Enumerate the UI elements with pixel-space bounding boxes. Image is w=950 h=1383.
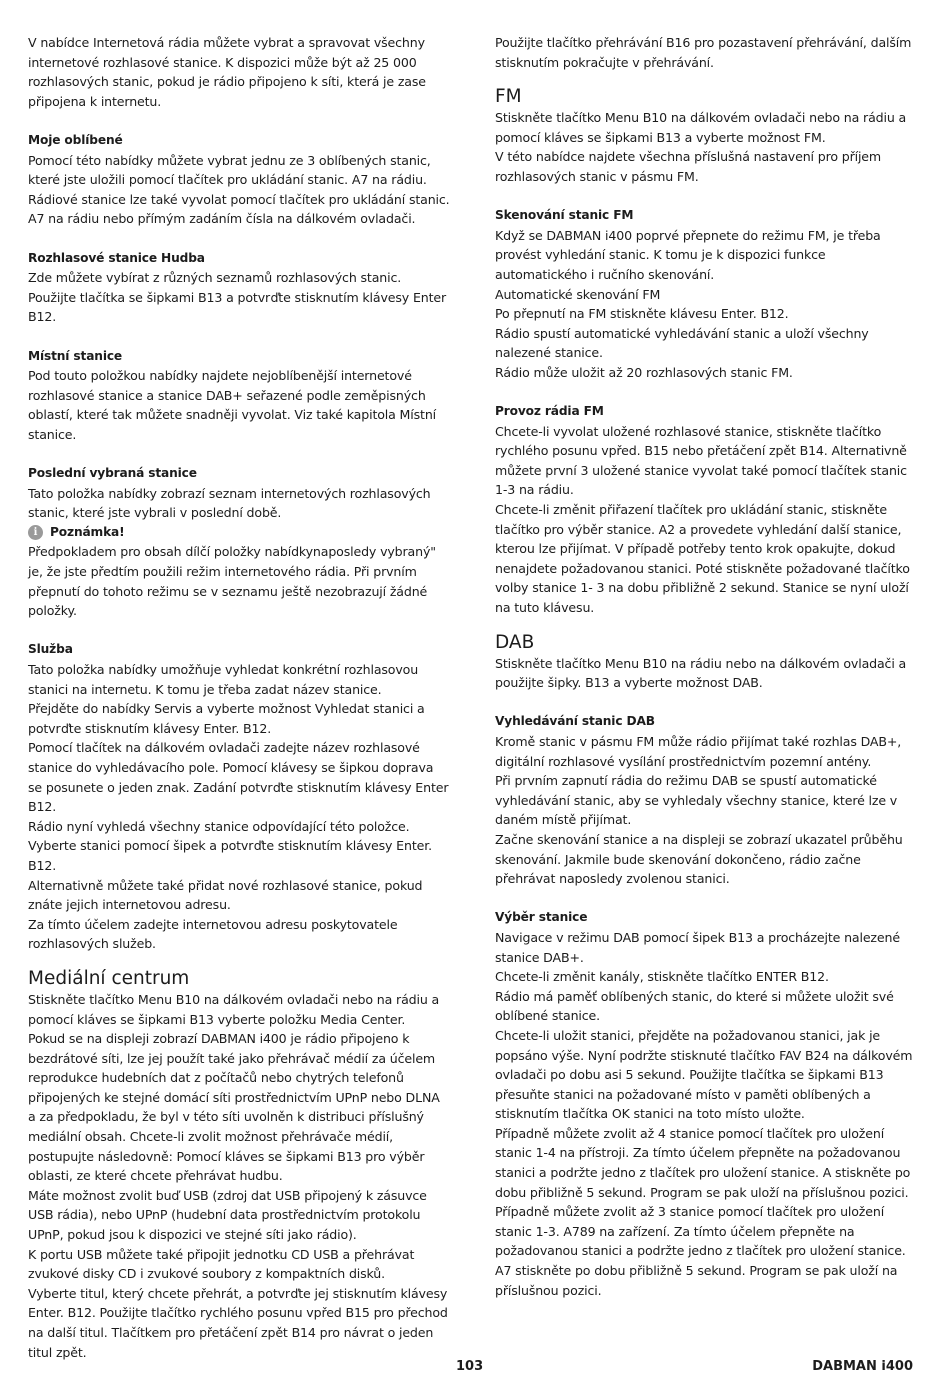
dab-scan-text-2: Při prvním zapnutí rádia do režimu DAB se spustí automatické vyhledávání stanic, aby se vyhledaly všechny stanice, které lze v daném místě přijímat. (495, 773, 898, 828)
fm-scan-text-5: Rádio může uložit až 20 rozhlasových stanic FM. (495, 364, 793, 380)
favorites-title: Moje oblíbené (28, 132, 123, 147)
fm-text-1: Stiskněte tlačítko Menu B10 na dálkovém ovladači nebo na rádiu a pomocí kláves se šipkami B13 a vyberte možnost FM. (495, 110, 907, 145)
info-icon: i (28, 525, 43, 540)
media-text-5: Vyberte titul, který chcete přehrát, a potvrďte jej stisknutím klávesy Enter. B12. Použijte tlačítko rychlého posunu vpřed B15 pro přechod na další titul. Tlačítkem pro přetáčení zpět B14 pro návrat o jeden titul zpět. (28, 1285, 448, 1360)
dab-scan-text-3: Začne skenování stanice a na displeji se zobrazí ukazatel průběhu skenování. Jakmile bude skenování dokončeno, rádio začne přehrávat naposledy zvolenou stanici. (495, 831, 903, 887)
service-text-2: Přejděte do nabídky Servis a vyberte možnost Vyhledat stanici a potvrďte stisknutím klávesy Enter. B12. (28, 701, 425, 736)
media-text-1: Stiskněte tlačítko Menu B10 na dálkovém ovladači nebo na rádiu a pomocí kláves se šipkami B13 vyberte položku Media Center. (28, 991, 440, 1027)
page-number: 103 (456, 1359, 484, 1374)
service-title: Služba (28, 642, 73, 657)
left-column (28, 33, 450, 1362)
dab-text-1: Stiskněte tlačítko Menu B10 na rádiu nebo na dálkovém ovladači a použijte šipky. B13 a vyberte možnost DAB. (495, 655, 907, 691)
media-text-4: K portu USB můžete také připojit jednotku CD USB a přehrávat zvukové disky CD i zvukové soubory z kompaktních disků. (28, 1246, 415, 1282)
last-station-text: Tato položka nabídky zobrazí seznam internetových rozhlasových stanic, které jste vybrali v poslední době. (28, 485, 431, 521)
fm-scan-text-2: Automatické skenování FM (495, 286, 661, 302)
fm-scan-text-3: Po přepnutí na FM stiskněte klávesu Enter. B12. (495, 306, 789, 322)
station-select-title: Výběr stanice (495, 910, 588, 925)
note-label-text: Poznámka! (50, 524, 125, 539)
dab-scan-text-1: Kromě stanic v pásmu FM může rádio přijímat také rozhlas DAB+, digitální rozhlasové vysílání prostřednictvím pozemní antény. (495, 734, 902, 769)
fm-text-2: V této nabídce najdete všechna příslušná nastavení pro příjem rozhlasových stanic v pásmu FM. (495, 149, 882, 184)
station-select-text-4: Chcete-li uložit stanici, přejděte na požadovanou stanici, jak je popsáno výše. Nyní podržte stisknuté tlačítko FAV B24 na dálkovém ovladači po dobu asi 5 sekund. Použijte tlačítka se šipkami B13 přesuňte stanici na požadované místo v paměti oblíbených a stisknutím tlačítka OK stanici na toto místo uložte. (495, 1027, 913, 1122)
fm-operation-text-1: Chcete-li vyvolat uložené rozhlasové stanice, stiskněte tlačítko rychlého posunu vpřed. B15 nebo přetáčení zpět B14. Alternativně můžete první 3 uložené stanice vyvolat také pomocí tlačítek stanic 1-3 na rádiu. (495, 423, 907, 498)
note-label (28, 523, 450, 543)
media-center-heading: Mediální centrum (28, 967, 190, 989)
media-text-3: Máte možnost zvolit buď USB (zdroj dat USB připojený k zásuvce USB rádia), nebo UPnP (hudební data prostřednictvím protokolu UPnP, pokud jsou k dispozici ve stejné síti jako rádio). (28, 1187, 427, 1243)
service-text-5: Alternativně můžete také přidat nové rozhlasové stanice, pokud znáte jejich internetovou adresu. (28, 877, 423, 913)
favorites-text: Pomocí této nabídky můžete vybrat jednu ze 3 oblíbených stanic, které jste uložili pomocí tlačítek pro ukládání stanic. A7 na rádiu. (28, 152, 431, 188)
fm-operation-title: Provoz rádia FM (495, 404, 604, 419)
fm-scan-text-1: Když se DABMAN i400 poprvé přepnete do režimu FM, je třeba provést vyhledání stanic. K tomu je k dispozici funkce automatického i ručního skenování. (495, 227, 881, 282)
station-select-text-6: Případně můžete zvolit až 3 stanice pomocí tlačítek pro uložení stanic 1-3. A789 na zařízení. Za tímto účelem přepněte na požadovanou stanici a podržte jedno z tlačítek pro uložení stanice. A7 stiskněte po dobu přibližně 5 sekund. Program se pak uloží na příslušnou pozici. (495, 1204, 906, 1298)
local-stations-text: Pod touto položkou nabídky najdete nejoblíbenější internetové rozhlasové stanice a stanice DAB+ seřazené podle zeměpisných oblastí, které tak můžete snadněji vyvolat. Viz také kapitola Místní stanice. (28, 368, 437, 442)
music-stations-text: Zde můžete vybírat z různých seznamů rozhlasových stanic. Použijte tlačítka se šipkami B13 a potvrďte stisknutím klávesy Enter B12. (28, 270, 446, 325)
station-select-text-5: Případně můžete zvolit až 4 stanice pomocí tlačítek pro uložení stanic 1-4 na přístroji. Za tímto účelem přepněte na požadovanou stanici a podržte jedno z tlačítek pro uložení stanice. A stiskněte po dobu přibližně 5 sekund. Program se pak uloží na příslušnou pozici. (495, 1125, 911, 1200)
service-text-3: Pomocí tlačítek na dálkovém ovladači zadejte název rozhlasové stanice do vyhledávacího pole. Pomocí klávesy se šipkou doprava se posunete o jeden znak. Zadání potvrďte stisknutím klávesy Enter B12. (28, 740, 449, 815)
dab-scan-title: Vyhledávání stanic DAB (495, 714, 655, 729)
station-select-text-2: Chcete-li změnit kanály, stiskněte tlačítko ENTER B12. (495, 969, 829, 985)
play-pause-text: Použijte tlačítko přehrávání B16 pro pozastavení přehrávání, dalším stisknutím pokračujte v přehrávání. (495, 35, 912, 70)
station-select-text-3: Rádio má paměť oblíbených stanic, do které si můžete uložit své oblíbené stanice. (495, 988, 894, 1024)
right-column (495, 33, 919, 1300)
music-stations-title: Rozhlasové stanice Hudba (28, 250, 205, 265)
fm-operation-text-2: Chcete-li změnit přiřazení tlačítek pro ukládání stanic, stiskněte tlačítko pro výběr stanice. A2 a provedete vyhledání další stanice, kterou lze přijímat. V případě potřeby tento krok opakujte, dokud nenajdete požadovanou stanici. Poté stiskněte požadované tlačítko volby stanice 1- 3 na dobu přibližně 2 sekund. Stanice se nyní uloží na tuto klávesu. (495, 502, 910, 616)
fm-heading: FM (495, 86, 522, 108)
last-station-title: Poslední vybraná stanice (28, 466, 197, 481)
media-text-2: Pokud se na displeji zobrazí DABMAN i400 je rádio připojeno k bezdrátové síti, lze jej použít také jako přehrávač médií za účelem reprodukce hudebních dat z počítačů nebo chytrých telefonů připojených ke stejné domácí síti prostřednictvím UPnP nebo DLNA a za předpokladu, že byl v této síti uvolněn k distribuci příslušný mediální obsah. Chcete-li zvolit možnost přehrávače médií, postupujte následovně: Pomocí kláves se šipkami B13 pro výběr oblasti, ze které chcete přehrávat hudbu. (28, 1031, 440, 1184)
note-text: Předpokladem pro obsah dílčí položky nabídkynaposledy vybraný" je, že jste předtím použili režim internetového rádia. Při prvním přepnutí do tohoto režimu se v seznamu ještě nezobrazují žádné položky. (28, 544, 436, 619)
station-select-text-1: Navigace v režimu DAB pomocí šipek B13 a procházejte nalezené stanice DAB+. (495, 929, 900, 965)
dab-heading: DAB (495, 631, 535, 653)
local-stations-title: Místní stanice (28, 348, 123, 363)
service-text-1: Tato položka nabídky umožňuje vyhledat konkrétní rozhlasovou stanici na internetu. K tomu je třeba zadat název stanice. (28, 662, 419, 697)
fm-scan-text-4: Rádio spustí automatické vyhledávání stanic a uloží všechny nalezené stanice. (495, 325, 869, 361)
service-text-6: Za tímto účelem zadejte internetovou adresu poskytovatele rozhlasových služeb. (28, 916, 398, 952)
service-text-4: Rádio nyní vyhledá všechny stanice odpovídající této položce. Vyberte stanici pomocí šipek a potvrďte stisknutím klávesy Enter. B12. (28, 818, 432, 873)
page-footer (0, 1359, 950, 1379)
fm-scan-title: Skenování stanic FM (495, 208, 634, 223)
intro-text: V nabídce Internetová rádia můžete vybrat a spravovat všechny internetové rozhlasové stanice. K dispozici může být až 25 000 rozhlasových stanic, pokud je rádio připojeno k síti, která je zase připojena k internetu. (28, 35, 426, 109)
favorites-text-2: Rádiové stanice lze také vyvolat pomocí tlačítek pro ukládání stanic. A7 na rádiu nebo přímým zadáním čísla na dálkovém ovladači. (28, 191, 450, 227)
brand-name: DABMAN i400 (812, 1359, 913, 1374)
